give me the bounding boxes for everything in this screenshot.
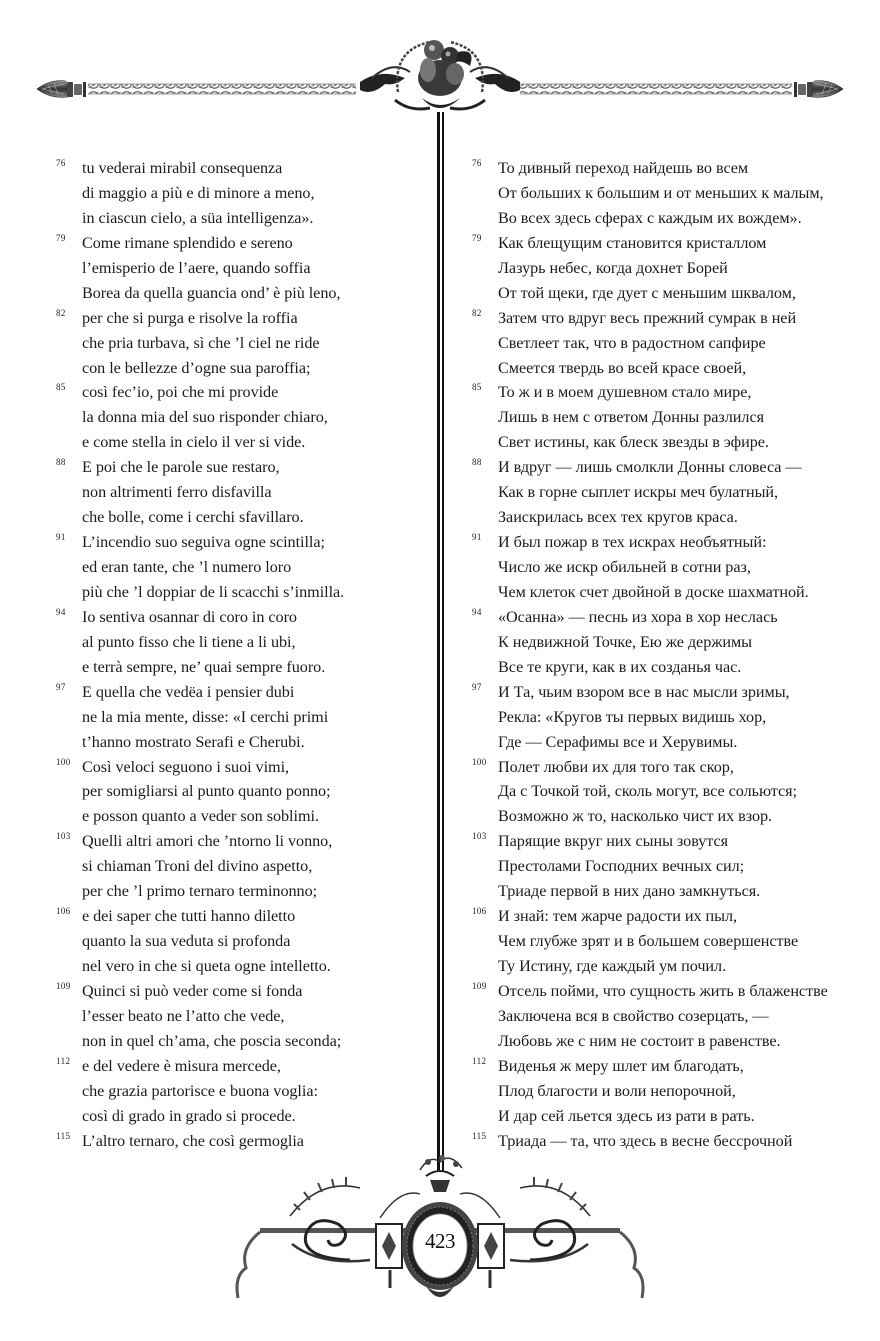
line-number: 97 [472,681,482,692]
line-number: 106 [472,906,487,917]
tercet [472,1054,867,1129]
tercet [56,1054,426,1129]
verse-line [56,804,426,829]
verse-text: Чем глубже зрят и в большем совершенстве [498,932,799,951]
tercet [56,156,426,231]
left-finial-icon [37,81,86,98]
verse-text: И знай: тем жарче радости их пыл, [498,907,737,926]
verse-line [56,655,426,680]
verse-line [56,256,426,281]
verse-line [56,605,426,630]
verse-text: Триаде первой в них дано замкнуться. [498,882,761,901]
verse-text: t’hanno mostrato Serafi e Cherubi. [82,732,305,751]
verse-line [472,1079,867,1104]
verse-text: Quelli altri amori che ’ntorno li vonno, [82,832,333,851]
verse-line [56,879,426,904]
verse-text: Как блещущим становится кристаллом [498,233,767,252]
verse-text: И вдруг — лишь смолкли Донны словеса — [498,458,802,477]
verse-text: Чем клеток счет двойной в доске шахматной. [498,582,809,601]
verse-text: per che ’l primo ternaro terminonno; [82,882,318,901]
verse-text: Io sentiva osannar di coro in coro [82,607,297,626]
verse-text: От той щеки, где дует с меньшим шквалом, [498,283,796,302]
verse-text: Престолами Господних вечных сил; [498,857,745,876]
line-number: 85 [472,382,482,393]
verse-line [472,555,867,580]
verse-text: Триада — та, что здесь в весне бессрочной [498,1131,793,1150]
verse-line [472,430,867,455]
verse-text: si chiaman Troni del divino aspetto, [82,857,313,876]
line-number: 112 [56,1055,71,1066]
verse-line [472,954,867,979]
tercet [472,156,867,231]
verse-text: Лазурь небес, когда дохнет Борей [498,258,728,277]
verse-text: ne la mia mente, disse: «I cerchi primi [82,707,329,726]
verse-text: e posson quanto a veder son soblimi. [82,807,319,826]
verse-text: in ciascun cielo, a süa intelligenza». [82,208,314,227]
verse-text: l’esser beato ne l’atto che vede, [82,1006,285,1025]
line-number: 100 [56,756,71,767]
verse-line [472,356,867,381]
verse-text: e del vedere è misura mercede, [82,1056,281,1075]
verse-line [472,705,867,730]
line-number: 115 [56,1130,71,1141]
verse-text: Где — Серафимы все и Херувимы. [498,732,738,751]
verse-line [472,156,867,181]
verse-line [472,605,867,630]
verse-text: Число же искр обильней в сотни раз, [498,558,751,576]
cherub-cartouche-icon [360,40,520,109]
verse-line [472,1104,867,1129]
tercet [472,979,867,1054]
page-number: 423 [425,1229,455,1253]
verse-line [472,231,867,256]
verse-line [56,231,426,256]
verse-line [56,356,426,381]
verse-text: non in quel ch’ama, che poscia seconda; [82,1031,342,1050]
verse-line [472,380,867,405]
verse-text: Как в горне сыплет искры меч булатный, [498,483,779,502]
verse-line [56,181,426,206]
verse-text: Возможно ж то, насколько чист их взор. [498,807,773,826]
line-number: 76 [56,158,66,168]
verse-line [472,480,867,505]
tercet [472,380,867,455]
verse-text: Così veloci seguono i suoi vimi, [82,757,290,776]
verse-text: Рекла: «Кругов ты первых видишь хор, [498,707,767,726]
verse-line [472,829,867,854]
verse-text: Светлеет так, что в радостном сапфире [498,333,766,352]
verse-text: che pria turbava, sì che ’l ciel ne ride [82,333,320,352]
verse-text: Come rimane splendido e sereno [82,233,293,252]
verse-text: То ж и в моем душевном стало мире, [498,383,752,402]
verse-line [472,904,867,929]
verse-text: Свет истины, как блеск звезды в эфире. [498,433,769,452]
tercet [472,455,867,530]
verse-text: От больших к большим и от меньших к малым, [498,183,824,202]
verse-text: Заключена вся в свойство созерцать, — [498,1006,769,1025]
verse-line [56,1104,426,1129]
line-number: 88 [472,457,482,468]
verse-text: nel vero in che si queta ogne intelletto. [82,957,331,975]
verse-text: e terrà sempre, ne’ quai sempre fuoro. [82,657,326,676]
verse-line [56,1054,426,1079]
verse-line [56,580,426,605]
divider-rule-thin [442,112,444,1172]
verse-text: Плод благости и воли непорочной, [498,1081,736,1100]
line-number: 82 [56,307,66,318]
line-number: 97 [56,681,66,692]
verse-text: Во всех здесь сферах с каждым их вождем». [498,208,802,227]
verse-text: Любовь же с ним не состоит в равенстве. [498,1031,781,1050]
verse-text: e dei saper che tutti hanno diletto [82,907,296,926]
verse-text: К недвижной Точке, Ею же держимы [498,632,753,651]
verse-line [56,455,426,480]
verse-line [56,380,426,405]
verse-text: e come stella in cielo il ver si vide. [82,433,306,452]
verse-line [56,854,426,879]
verse-text: al punto fisso che li tiene a li ubi, [82,632,296,651]
left-rope-rod [88,84,356,94]
verse-text: E poi che le parole sue restaro, [82,458,280,477]
line-number: 79 [56,232,66,243]
verse-text: l’emisperio de l’aere, quando soffia [82,258,311,277]
verse-line [56,954,426,979]
verse-line [56,755,426,780]
verse-line [472,680,867,705]
verse-text: Все те круги, как в их созданья час. [498,657,742,676]
verse-text: Парящие вкруг них сыны зовутся [498,832,729,851]
verse-line [472,979,867,1004]
verse-line [472,755,867,780]
footer-ornament [230,1148,650,1318]
tercet [472,605,867,680]
tercet [56,979,426,1054]
verse-line [56,630,426,655]
line-number: 76 [472,158,482,168]
verse-line [56,779,426,804]
verse-line [56,979,426,1004]
verse-line [56,480,426,505]
verse-line [56,555,426,580]
rococo-cartouche-icon [237,1155,643,1298]
tercet [56,530,426,605]
tercet [472,680,867,755]
verse-line [472,455,867,480]
verse-line [472,929,867,954]
verse-line [472,630,867,655]
line-number: 115 [472,1130,487,1141]
verse-line [56,1029,426,1054]
verse-text: per che si purga e risolve la roffia [82,308,298,327]
line-number: 106 [56,906,71,917]
verse-line [56,1004,426,1029]
verse-line [472,854,867,879]
verse-line [472,1054,867,1079]
verse-text: И Та, чьим взором все в нас мысли зримы, [498,682,790,701]
verse-line [472,530,867,555]
verse-text: L’incendio suo seguiva ogne scintilla; [82,533,325,552]
verse-line [472,331,867,356]
tercet [472,306,867,381]
verse-line [472,505,867,530]
line-number: 100 [472,756,487,767]
verse-line [56,705,426,730]
verse-line [472,1004,867,1029]
verse-text: Да с Точкой той, сколь могут, все сольются; [498,782,797,801]
verse-line [56,405,426,430]
verse-text: così fec’io, poi che mi provide [82,383,279,402]
verse-text: Ту Истину, где каждый ум почил. [498,957,727,975]
verse-text: tu vederai mirabil consequenza [82,159,283,177]
verse-text: che grazia partorisce e buona voglia: [82,1081,318,1100]
verse-line [472,879,867,904]
verse-text: Виденья ж меру шлет им благодать, [498,1056,744,1075]
verse-line [56,829,426,854]
tercet [56,904,426,979]
tercet [472,829,867,904]
verse-line [472,730,867,755]
tercet [56,231,426,306]
verse-line [56,306,426,331]
verse-text: Quinci si può veder come si fonda [82,981,303,1000]
verse-line [472,580,867,605]
verse-line [472,1029,867,1054]
verse-line [472,804,867,829]
verse-line [56,281,426,306]
line-number: 94 [56,606,66,617]
tercet [56,306,426,381]
verse-line [56,1079,426,1104]
verse-text: E quella che vedëa i pensier dubi [82,682,295,701]
tercet [56,380,426,455]
verse-text: ed eran tante, che ’l numero loro [82,558,292,576]
verse-text: Borea da quella guancia ond’ è più leno, [82,283,341,302]
tercet [56,680,426,755]
verse-text: Лишь в нем с ответом Донны разлился [498,408,764,427]
column-divider [437,112,445,1172]
verse-text: che bolle, come i cerchi sfavillaro. [82,508,304,527]
verse-line [56,505,426,530]
verse-line [56,929,426,954]
verse-text: Смеется твердь во всей красе своей, [498,358,747,377]
verse-text: То дивный переход найдешь во всем [498,159,749,177]
verse-text: Заискрилась всех тех кругов краса. [498,508,738,527]
line-number: 103 [472,831,487,842]
verse-line [56,680,426,705]
verse-line [56,156,426,181]
verse-text: non altrimenti ferro disfavilla [82,483,272,502]
tercet [472,530,867,605]
tercet [56,829,426,904]
line-number: 91 [472,532,482,543]
verse-line [472,281,867,306]
line-number: 109 [56,980,71,991]
line-number: 79 [472,232,482,243]
line-number: 109 [472,980,487,991]
tercet [472,231,867,306]
verse-text: con le bellezze d’ogne sua paroffia; [82,358,311,377]
verse-text: per somigliarsi al punto quanto ponno; [82,782,331,801]
verse-line [56,904,426,929]
verse-text: L’altro ternaro, che così germoglia [82,1131,304,1150]
verse-line [472,405,867,430]
line-number: 82 [472,307,482,318]
line-number: 91 [56,532,66,543]
line-number: 103 [56,831,71,842]
verse-line [56,430,426,455]
verse-line [56,730,426,755]
russian-text-column [472,156,867,1154]
tercet [472,755,867,830]
verse-line [472,206,867,231]
verse-line [56,331,426,356]
verse-line [472,779,867,804]
verse-text: così di grado in grado si procede. [82,1106,296,1125]
tercet [472,904,867,979]
line-number: 85 [56,382,66,393]
tercet [56,605,426,680]
verse-text: Отсель пойми, что сущность жить в блаженстве [498,981,828,1000]
verse-text: И был пожар в тех искрах необъятный: [498,533,767,552]
italian-text-column [56,156,426,1154]
verse-text: quanto la sua veduta si profonda [82,932,291,951]
verse-text: di maggio a più e di minore a meno, [82,183,315,202]
verse-text: più che ’l doppiar de li scacchi s’inmilla. [82,582,345,601]
verse-text: Полет любви их для того так скор, [498,757,734,776]
verse-text: «Осанна» — песнь из хора в хор неслась [498,607,778,626]
verse-line [472,306,867,331]
tercet [56,455,426,530]
line-number: 112 [472,1055,487,1066]
line-number: 94 [472,606,482,617]
verse-line [56,530,426,555]
verse-text: la donna mia del suo risponder chiaro, [82,408,328,427]
right-finial-icon [794,81,843,98]
line-number: 88 [56,457,66,468]
verse-line [472,181,867,206]
tercet [56,755,426,830]
verse-line [472,256,867,281]
verse-text: Затем что вдруг весь прежний сумрак в ней [498,308,797,327]
right-rope-rod [520,84,792,94]
verse-line [472,655,867,680]
divider-rule-thick [437,112,440,1172]
verse-line [56,206,426,231]
verse-text: И дар сей льется здесь из рати в рать. [498,1106,755,1125]
